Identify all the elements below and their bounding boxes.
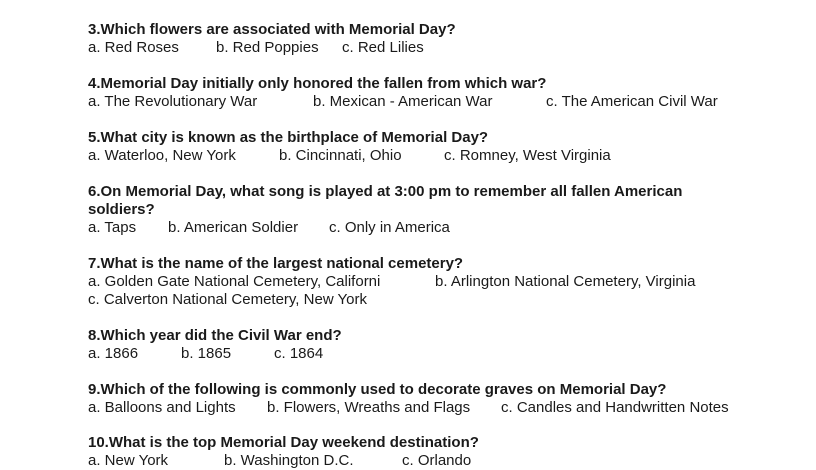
question-text: 5.What city is known as the birthplace of Memorial Day? [88,129,489,146]
option-c: c. Calverton National Cemetery, New York [88,291,368,308]
question-text: 8.Which year did the Civil War end? [88,327,342,344]
question-block [88,75,768,111]
option-a: a. Taps [88,219,137,236]
question-block [88,381,768,417]
option-c: c. Only in America [329,219,450,236]
option-b: b. Flowers, Wreaths and Flags [267,399,471,416]
option-b: b. Mexican - American War [313,93,493,110]
option-a: a. New York [88,452,169,469]
option-b: b. Red Poppies [216,39,319,56]
question-block [88,327,768,363]
question-block [88,129,768,165]
option-b: b. American Soldier [168,219,299,236]
option-line [88,452,768,470]
question-text: 10.What is the top Memorial Day weekend destination? [88,434,479,451]
option-line [88,147,768,165]
option-a: a. The Revolutionary War [88,93,258,110]
option-b: b. Washington D.C. [224,452,354,469]
question-text: 7.What is the name of the largest national cemetery? [88,255,464,272]
option-line [88,39,768,57]
question-text: 9.Which of the following is commonly used to decorate graves on Memorial Day? [88,381,667,398]
question-text: 4.Memorial Day initially only honored the fallen from which war? [88,75,547,92]
option-b: b. Arlington National Cemetery, Virginia [435,273,696,290]
option-line [88,219,768,237]
option-a: a. 1866 [88,345,139,362]
question-text: 6.On Memorial Day, what song is played at 3:00 pm to remember all fallen American soldiers? [88,183,683,218]
option-line [88,399,768,417]
option-c: c. Candles and Handwritten Notes [501,399,729,416]
option-line [88,93,768,111]
option-a: a. Golden Gate National Cemetery, Californi [88,273,381,290]
option-c: c. 1864 [274,345,324,362]
option-line [88,291,768,309]
option-b: b. Cincinnati, Ohio [279,147,402,164]
option-c: c. The American Civil War [546,93,718,110]
option-c: c. Red Lilies [342,39,424,56]
question-block [88,255,768,309]
option-a: a. Waterloo, New York [88,147,236,164]
option-line [88,345,768,363]
option-a: a. Balloons and Lights [88,399,236,416]
option-line [88,273,768,291]
option-c: c. Orlando [402,452,472,469]
option-b: b. 1865 [181,345,232,362]
question-block [88,183,768,237]
question-text: 3.Which flowers are associated with Memorial Day? [88,21,456,38]
option-a: a. Red Roses [88,39,179,56]
option-c: c. Romney, West Virginia [444,147,611,164]
question-block [88,21,768,57]
